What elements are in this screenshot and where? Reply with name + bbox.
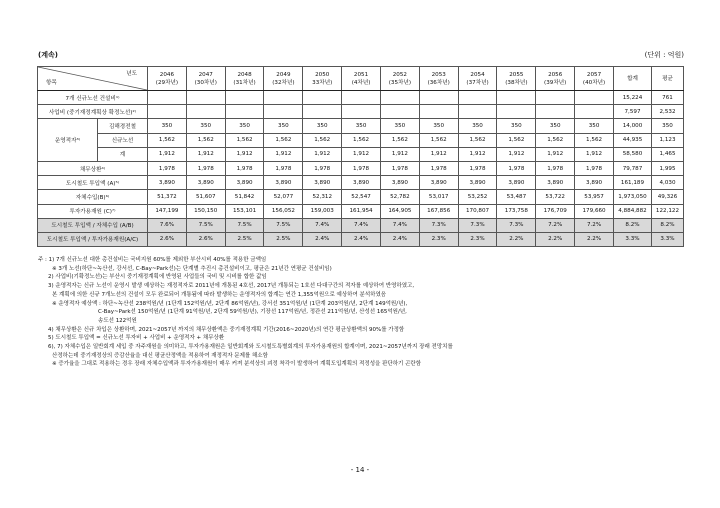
table-cell: 1,912 [575, 147, 614, 161]
row-sublabel: 계 [98, 147, 148, 161]
table-cell [536, 105, 575, 119]
table-cell: 1,912 [225, 147, 264, 161]
total-cell: 161,189 [614, 176, 652, 190]
total-cell: 14,000 [614, 119, 652, 133]
table-cell: 350 [342, 119, 381, 133]
table-cell: 1,562 [575, 133, 614, 147]
table-cell: 53,487 [497, 190, 536, 204]
footnote-line: 산정하는데 중기재정상의 증감산율을 대신 평균산정액을 적용하여 재정적자 문제를 해소함 [52, 352, 268, 359]
table-cell: 1,978 [536, 161, 575, 175]
table-cell: 51,842 [225, 190, 264, 204]
average-cell: 761 [652, 91, 684, 105]
table-cell: 350 [458, 119, 497, 133]
table-cell: 2.4% [342, 232, 381, 246]
table-cell: 1,978 [419, 161, 458, 175]
table-cell: 150,150 [186, 204, 225, 218]
table-cell: 164,905 [380, 204, 419, 218]
corner-top-label: 년도 [126, 71, 137, 77]
table-cell: 1,978 [303, 161, 342, 175]
table-cell: 2.3% [419, 232, 458, 246]
year-order-label: (29차년) [155, 79, 179, 86]
year-order-label: (37차년) [466, 79, 489, 86]
footnotes [38, 256, 688, 369]
year-order-label: (36차년) [427, 79, 450, 86]
year-order-label: 33차년) [312, 79, 333, 86]
average-cell: 1,995 [652, 161, 684, 175]
total-header: 합계 [614, 67, 652, 91]
row-label: 투자가용재원 (C)⁷⁾ [38, 204, 148, 218]
table-cell: 2.4% [380, 232, 419, 246]
year-header [497, 67, 536, 91]
footnote-line: 주 : 1) 7개 신규노선 대한 총건설비는 국비지원 60%를 제외한 부산시비 40%를 적용한 금액임 [38, 257, 267, 263]
table-cell: 350 [497, 119, 536, 133]
table-cell [575, 91, 614, 105]
table-cell: 1,912 [264, 147, 303, 161]
row-sublabel: 신규노선 [98, 133, 148, 147]
footnote-line: 송도선 122억원 [98, 317, 137, 324]
footnote-line: 3) 운영적자는 신규 노선이 운영시 발생 예상하는 재정적자로 2011년에 개통된 4호선, 2017년 개통되는 1호선 다대구간의 적자를 예상하여 반영하였고, [48, 283, 415, 290]
table-cell: 52,077 [264, 190, 303, 204]
table-cell: 1,978 [575, 161, 614, 175]
year-header [303, 67, 342, 91]
table-cell: 1,912 [380, 147, 419, 161]
table-cell: 1,978 [225, 161, 264, 175]
table-row [38, 133, 684, 147]
table-cell [342, 105, 381, 119]
table-cell: 1,912 [303, 147, 342, 161]
table-cell: 1,562 [264, 133, 303, 147]
table-cell [186, 91, 225, 105]
table-cell [225, 91, 264, 105]
average-cell: 1,465 [652, 147, 684, 161]
corner-cell [38, 67, 148, 91]
table-cell: 167,856 [419, 204, 458, 218]
total-cell: 4,884,882 [614, 204, 652, 218]
total-cell: 3.3% [614, 232, 652, 246]
table-cell: 350 [264, 119, 303, 133]
footnote-line: ※ 3개 노선(하단~녹산선, 강서선, C-Bay~Park선)는 단계별 추진시 총건설비이고, 평균은 21년간 연평균 건설비임) [52, 265, 332, 272]
table-cell [186, 105, 225, 119]
table-cell: 2.2% [575, 232, 614, 246]
table-cell: 3,890 [342, 176, 381, 190]
table-cell: 51,607 [186, 190, 225, 204]
table-row [38, 218, 684, 232]
table-cell: 1,562 [536, 133, 575, 147]
table-cell: 1,912 [458, 147, 497, 161]
table-cell [497, 91, 536, 105]
table-cell: 1,978 [497, 161, 536, 175]
average-cell: 49,326 [652, 190, 684, 204]
footnote-line: ※ 운영적자 예상액 : 하단~녹산선 238억원/년 (1단계 152억원/년, 2단계 86억원/년), 강서선 351억원/년 (1단계 203억원/년, 2단계 149억원/년), [52, 300, 408, 307]
footnote-line: 본 계획에 의한 신규 7개노선의 건설이 모두 완료되어 개통됨에 따라 발생하는 운영적자의 합계는 연간 1,355억원으로 예상하여 분석하였음 [52, 291, 387, 298]
table-cell: 52,547 [342, 190, 381, 204]
table-cell: 2.3% [458, 232, 497, 246]
total-cell: 7,597 [614, 105, 652, 119]
table-cell: 159,003 [303, 204, 342, 218]
table-cell: 7.4% [342, 218, 381, 232]
table-cell: 147,199 [148, 204, 187, 218]
row-label: 도시철도 투입액 (A)⁵⁾ [38, 176, 148, 190]
table-cell: 7.2% [536, 218, 575, 232]
table-cell: 2.4% [303, 232, 342, 246]
table-cell: 1,562 [148, 133, 187, 147]
year-order-label: (40차년) [582, 79, 606, 86]
year-header [225, 67, 264, 91]
table-cell: 7.6% [148, 218, 187, 232]
table-cell: 7.3% [497, 218, 536, 232]
table-cell: 1,912 [148, 147, 187, 161]
table-cell [148, 91, 187, 105]
table-row [38, 176, 684, 190]
table-cell: 3,890 [419, 176, 458, 190]
table-cell: 7.2% [575, 218, 614, 232]
table-cell: 1,912 [342, 147, 381, 161]
table-cell: 1,912 [186, 147, 225, 161]
table-cell [458, 105, 497, 119]
footnote-line: 5) 도시철도 투입액 = 신규노선 투자비 + 사업비 + 운영적자 + 채무상환 [48, 335, 225, 342]
table-cell [264, 91, 303, 105]
table-cell: 153,101 [225, 204, 264, 218]
table-cell: 1,978 [264, 161, 303, 175]
year-label: 2053 [431, 71, 446, 78]
row-label: 7개 신규노선 건설비¹⁾ [38, 91, 148, 105]
average-cell: 1,123 [652, 133, 684, 147]
table-header [38, 50, 684, 62]
table-cell [380, 105, 419, 119]
table-cell: 176,709 [536, 204, 575, 218]
table-cell: 51,372 [148, 190, 187, 204]
table-cell: 7.4% [380, 218, 419, 232]
table-row [38, 190, 684, 204]
table-cell [148, 105, 187, 119]
year-header [458, 67, 497, 91]
average-cell: 4,030 [652, 176, 684, 190]
table-header-row [38, 67, 684, 91]
table-cell: 53,957 [575, 190, 614, 204]
average-cell: 350 [652, 119, 684, 133]
table-cell [458, 91, 497, 105]
unit-label: (단위 : 억원) [644, 51, 684, 59]
table-cell: 156,052 [264, 204, 303, 218]
total-cell: 15,224 [614, 91, 652, 105]
table-cell: 350 [419, 119, 458, 133]
table-cell: 173,758 [497, 204, 536, 218]
corner-bottom-label: 항목 [46, 80, 57, 86]
year-header [380, 67, 419, 91]
year-header [186, 67, 225, 91]
year-header [575, 67, 614, 91]
year-order-label: (30차년) [194, 79, 217, 86]
table-row [38, 147, 684, 161]
footnote-line: 4) 채무상환은 신규 차입은 상환하며, 2021~2057년 까지의 채무상환액은 중기재정계획 기간(2016~2020년)의 연간 평균상환액의 90%를 가정함 [48, 326, 405, 333]
table-cell: 161,954 [342, 204, 381, 218]
table-cell: 350 [575, 119, 614, 133]
table-row [38, 105, 684, 119]
table-cell: 179,660 [575, 204, 614, 218]
table-cell: 53,722 [536, 190, 575, 204]
footnote-line: C-Bay~Park선 150억원/년 (1단계 91억원/년, 2단계 59억원/년), 기장선 117억원/년, 정관선 211억원/년, 산성선 165억원/년, [98, 309, 407, 316]
year-label: 2052 [392, 71, 407, 78]
table-cell: 1,978 [342, 161, 381, 175]
footnote-line: 6), 7) 자체수입은 일반회계 세입 중 자주재원을 의미하고, 투자가용재원은 일반회계와 도시철도특별회계의 투자가용재원의 합계이며, 2021~2057년까지 장래 전망치를 [48, 344, 453, 351]
table-cell: 1,912 [419, 147, 458, 161]
table-cell: 3,890 [186, 176, 225, 190]
total-cell: 8.2% [614, 218, 652, 232]
table-cell [497, 105, 536, 119]
table-cell [225, 105, 264, 119]
table-cell: 53,017 [419, 190, 458, 204]
table-cell [419, 91, 458, 105]
table-cell: 7.5% [264, 218, 303, 232]
year-label: 2054 [470, 71, 485, 78]
table-cell: 1,978 [186, 161, 225, 175]
footnote-line: 2) 사업비(기확정노선)는 부산시 중기재정계획에 반영된 사업들의 국비 및 시비를 합한 값임 [48, 274, 267, 281]
table-cell [303, 91, 342, 105]
row-label: 채무상환⁴⁾ [38, 161, 148, 175]
total-cell: 79,787 [614, 161, 652, 175]
table-cell: 3,890 [148, 176, 187, 190]
table-cell: 3,890 [497, 176, 536, 190]
year-header [419, 67, 458, 91]
table-cell: 53,252 [458, 190, 497, 204]
table-cell: 3,890 [536, 176, 575, 190]
table-cell: 350 [303, 119, 342, 133]
row-label: 도시철도 투입액 / 투자가용재원(A/C) [38, 232, 148, 246]
average-cell: 8.2% [652, 218, 684, 232]
table-cell: 7.3% [458, 218, 497, 232]
table-cell: 2.2% [536, 232, 575, 246]
year-label: 2050 [315, 71, 330, 78]
table-cell: 1,562 [458, 133, 497, 147]
year-label: 2047 [198, 71, 213, 78]
average-cell: 122,122 [652, 204, 684, 218]
table-cell: 350 [186, 119, 225, 133]
table-cell: 2.2% [497, 232, 536, 246]
year-header [536, 67, 575, 91]
total-cell: 1,973,050 [614, 190, 652, 204]
table-cell: 2.6% [186, 232, 225, 246]
year-order-label: (35차년) [388, 79, 412, 86]
table-cell: 52,312 [303, 190, 342, 204]
table-cell: 7.5% [225, 218, 264, 232]
table-cell: 2.6% [148, 232, 187, 246]
footnote-line: ※ 증가율을 그대로 적용하는 경우 장래 자체수입액과 투자가용재원이 매우 커져 분석상의 괴정 착각이 발생하여 계획도입계획의 적정성을 판단하기 곤란함 [52, 361, 422, 368]
table-cell [303, 105, 342, 119]
table-cell [575, 105, 614, 119]
year-header [148, 67, 187, 91]
table-cell: 3,890 [458, 176, 497, 190]
year-order-label: (31차년) [233, 79, 256, 86]
table-cell: 1,562 [303, 133, 342, 147]
table-cell: 3,890 [225, 176, 264, 190]
page-number: - 14 - [350, 466, 370, 474]
year-order-label: (38차년) [505, 79, 528, 86]
year-label: 2057 [586, 71, 602, 78]
table-cell: 7.5% [186, 218, 225, 232]
total-cell: 44,935 [614, 133, 652, 147]
table-cell [342, 91, 381, 105]
year-header [342, 67, 381, 91]
table-row [38, 119, 684, 133]
year-label: 2046 [159, 71, 175, 78]
table-cell: 7.3% [419, 218, 458, 232]
table-cell: 1,562 [225, 133, 264, 147]
table-cell [419, 105, 458, 119]
table-cell: 1,562 [497, 133, 536, 147]
year-label: 2048 [237, 71, 252, 78]
table-cell: 1,978 [148, 161, 187, 175]
table-cell [380, 91, 419, 105]
average-header: 평균 [652, 67, 684, 91]
table-cell: 350 [225, 119, 264, 133]
average-cell: 2,532 [652, 105, 684, 119]
year-header [264, 67, 303, 91]
table-cell [536, 91, 575, 105]
table-cell: 1,912 [536, 147, 575, 161]
table-cell: 1,978 [380, 161, 419, 175]
table-cell: 1,978 [458, 161, 497, 175]
table-cell: 3,890 [264, 176, 303, 190]
row-group-label: 운영적자³⁾ [38, 119, 98, 162]
continued-label: (계속) [38, 51, 58, 59]
table-cell: 2.5% [225, 232, 264, 246]
row-label: 도시철도 투입액 / 자체수입 (A/B) [38, 218, 148, 232]
table-cell: 3,890 [303, 176, 342, 190]
table-cell [264, 105, 303, 119]
table-cell: 1,912 [497, 147, 536, 161]
row-label: 자체수입(B)⁶⁾ [38, 190, 148, 204]
table-cell: 3,890 [575, 176, 614, 190]
table-cell: 350 [380, 119, 419, 133]
table-cell: 1,562 [342, 133, 381, 147]
year-label: 2049 [276, 71, 291, 78]
table-cell: 1,562 [419, 133, 458, 147]
table-cell: 52,782 [380, 190, 419, 204]
table-row [38, 91, 684, 105]
table-cell: 350 [148, 119, 187, 133]
table-row [38, 161, 684, 175]
row-sublabel: 김해경전철 [98, 119, 148, 133]
table-cell: 1,562 [186, 133, 225, 147]
table-row [38, 204, 684, 218]
table-cell: 3,890 [380, 176, 419, 190]
average-cell: 3.3% [652, 232, 684, 246]
finance-table [37, 66, 684, 247]
year-order-label: (39차년) [544, 79, 567, 86]
year-label: 2055 [509, 71, 524, 78]
row-label: 사업비 (중기재정계획상 확정노선)²⁾ [38, 105, 148, 119]
year-label: 2056 [548, 71, 563, 78]
table-cell: 7.4% [303, 218, 342, 232]
table-cell: 2.5% [264, 232, 303, 246]
year-order-label: (32차년) [272, 79, 295, 86]
table-row [38, 232, 684, 246]
total-cell: 58,580 [614, 147, 652, 161]
table-cell: 170,807 [458, 204, 497, 218]
year-order-label: (4차년) [351, 79, 371, 86]
table-cell: 1,562 [380, 133, 419, 147]
table-cell: 350 [536, 119, 575, 133]
year-label: 2051 [353, 71, 369, 78]
